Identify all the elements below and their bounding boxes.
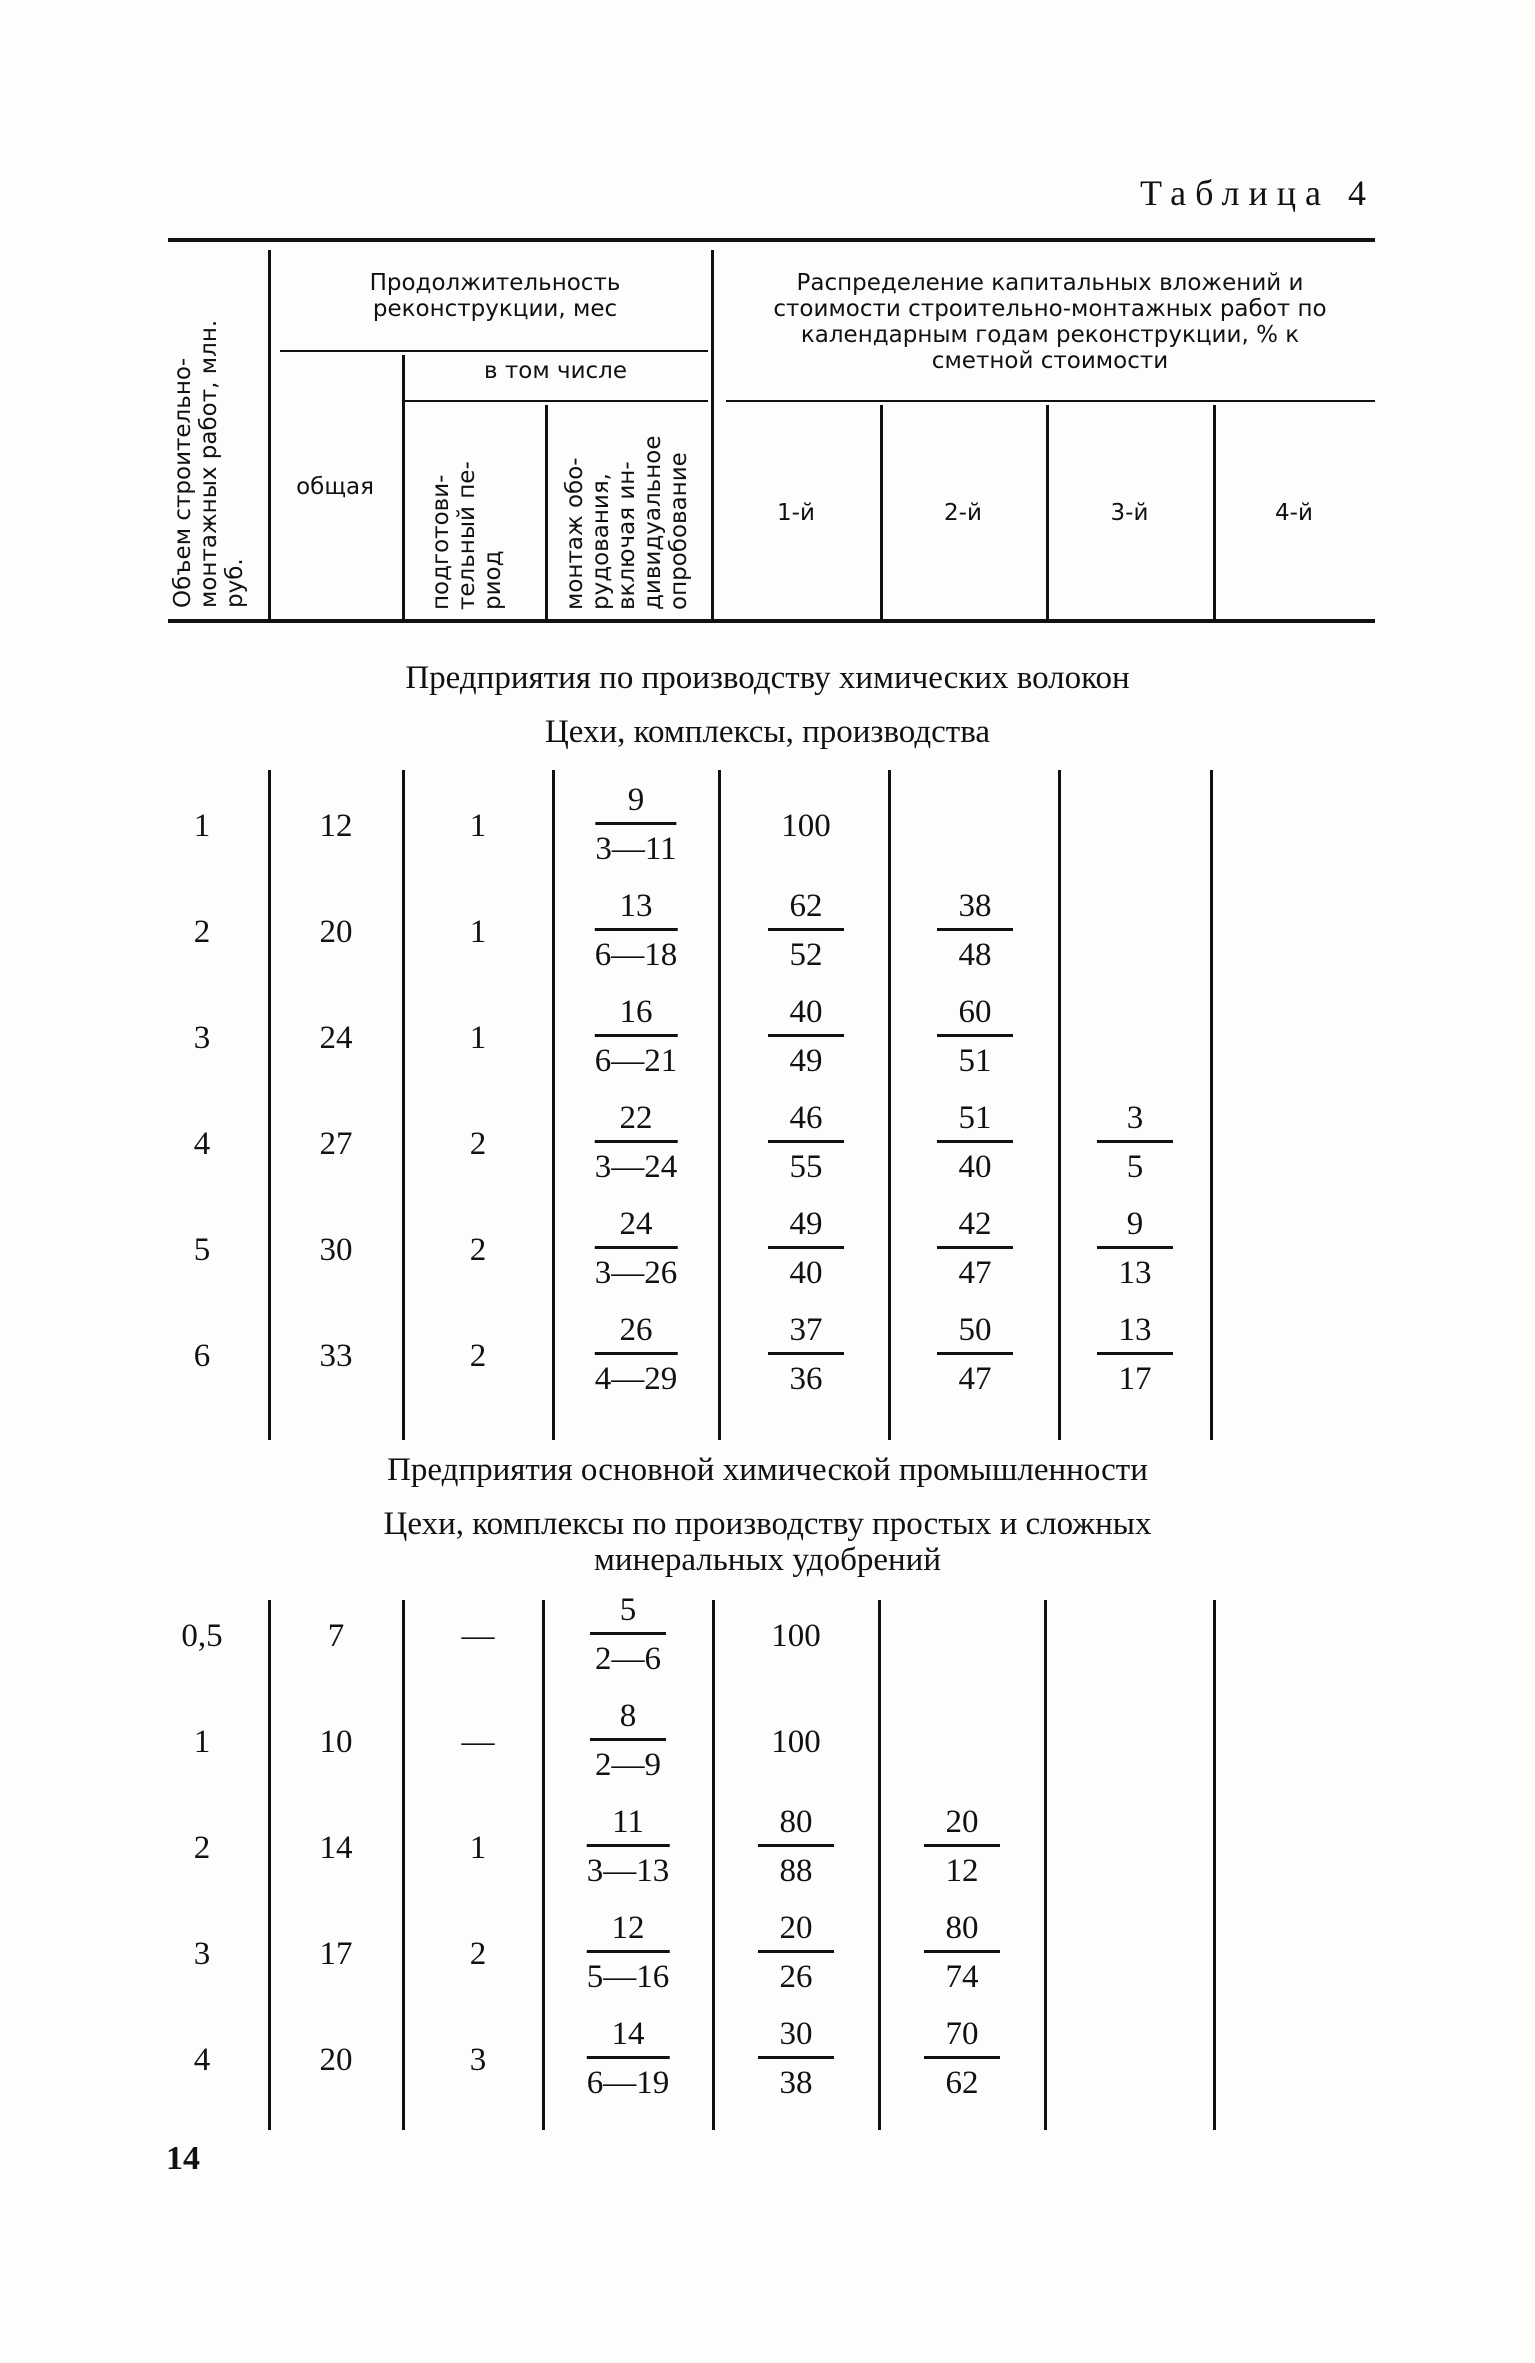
fraction-numerator: 42 — [937, 1206, 1013, 1249]
header-divider — [545, 405, 548, 619]
fraction-denominator: 12 — [945, 1853, 979, 1889]
fraction-numerator: 40 — [768, 994, 844, 1037]
section1-subtitle: Цехи, комплексы, производства — [544, 714, 991, 750]
including-subrule — [403, 400, 708, 402]
fraction-numerator: 13 — [595, 888, 678, 931]
fraction-denominator: 55 — [789, 1149, 823, 1185]
fraction-denominator: 40 — [789, 1255, 823, 1291]
header-volume: Объем строительно- монтажных работ, млн. руб. — [170, 319, 248, 608]
cell-install-fraction — [587, 1910, 670, 1995]
fraction-numerator: 20 — [758, 1910, 834, 1953]
fraction-numerator: 5 — [590, 1592, 666, 1635]
cell-prep: 2 — [469, 1936, 487, 1972]
fraction-numerator: 12 — [587, 1910, 670, 1953]
cell-y2-fraction — [937, 1100, 1013, 1185]
body-divider — [888, 770, 891, 1440]
fraction-denominator: 17 — [1118, 1361, 1152, 1397]
body-divider — [552, 770, 555, 1440]
body-divider — [718, 770, 721, 1440]
cell-general: 33 — [319, 1338, 353, 1374]
body-divider — [1213, 1600, 1216, 2130]
cell-general: 24 — [319, 1020, 353, 1056]
fraction-numerator: 24 — [595, 1206, 678, 1249]
fraction-denominator: 5—16 — [586, 1959, 670, 1995]
cell-prep: — — [461, 1724, 495, 1760]
fraction-denominator: 26 — [779, 1959, 813, 1995]
cell-volume: 2 — [193, 1830, 211, 1866]
header-top-rule — [168, 238, 1375, 242]
cell-y3-fraction — [1097, 1206, 1173, 1291]
header-bottom-rule — [168, 619, 1375, 623]
cell-y1-fraction — [768, 1206, 844, 1291]
fraction-numerator: 49 — [768, 1206, 844, 1249]
fraction-numerator: 8 — [590, 1698, 666, 1741]
cell-volume: 2 — [193, 914, 211, 950]
fraction-numerator: 46 — [768, 1100, 844, 1143]
fraction-denominator: 49 — [789, 1043, 823, 1079]
fraction-denominator: 38 — [779, 2065, 813, 2101]
fraction-denominator: 51 — [958, 1043, 992, 1079]
cell-volume: 1 — [193, 808, 211, 844]
cell-volume: 4 — [193, 2042, 211, 2078]
body-divider — [1058, 770, 1061, 1440]
cell-y3-fraction — [1097, 1312, 1173, 1397]
fraction-numerator: 37 — [768, 1312, 844, 1355]
header-divider — [711, 250, 714, 619]
fraction-numerator: 38 — [937, 888, 1013, 931]
cell-y1: 100 — [771, 1724, 821, 1760]
cell-y1-fraction — [768, 1100, 844, 1185]
cell-general: 17 — [319, 1936, 353, 1972]
cell-install-fraction — [590, 1592, 666, 1677]
cell-volume: 5 — [193, 1232, 211, 1268]
header-year1: 1-й — [777, 500, 815, 526]
cell-prep: 1 — [469, 914, 487, 950]
cell-y1-fraction — [758, 1910, 834, 1995]
fraction-numerator: 9 — [1097, 1206, 1173, 1249]
cell-prep: 1 — [469, 1830, 487, 1866]
cell-volume: 4 — [193, 1126, 211, 1162]
fraction-denominator: 40 — [958, 1149, 992, 1185]
table-title: Таблица 4 — [1140, 173, 1375, 213]
cell-install-fraction — [587, 2016, 670, 2101]
header-year2: 2-й — [944, 500, 982, 526]
fraction-numerator: 30 — [758, 2016, 834, 2059]
fraction-numerator: 3 — [1097, 1100, 1173, 1143]
fraction-numerator: 62 — [768, 888, 844, 931]
header-distribution-group: Распределение капитальных вложений и стоимости строительно-монтажных работ по календарным годам реконструкции, % к сметной стоимости — [773, 270, 1327, 374]
cell-y2-fraction — [937, 888, 1013, 973]
cell-y1: 100 — [781, 808, 831, 844]
cell-prep: 2 — [469, 1232, 487, 1268]
fraction-denominator: 6—18 — [594, 937, 678, 973]
header-year4: 4-й — [1275, 500, 1313, 526]
cell-volume: 3 — [193, 1936, 211, 1972]
fraction-numerator: 26 — [595, 1312, 678, 1355]
cell-install-fraction — [595, 1206, 678, 1291]
cell-general: 14 — [319, 1830, 353, 1866]
header-duration-group: Продолжительность реконструкции, мес — [369, 270, 621, 322]
cell-volume: 1 — [193, 1724, 211, 1760]
cell-general: 27 — [319, 1126, 353, 1162]
header-general: общая — [296, 474, 374, 500]
header-divider — [268, 250, 271, 619]
cell-volume: 3 — [193, 1020, 211, 1056]
body-divider — [712, 1600, 715, 2130]
body-divider — [878, 1600, 881, 2130]
header-installation: монтаж обо- рудования, включая ин- дивидуальное опробование — [562, 435, 692, 610]
fraction-numerator: 16 — [595, 994, 678, 1037]
body-divider — [268, 1600, 271, 2130]
cell-general: 12 — [319, 808, 353, 844]
header-year3: 3-й — [1110, 500, 1149, 526]
fraction-denominator: 48 — [958, 937, 992, 973]
fraction-denominator: 88 — [779, 1853, 813, 1889]
cell-y2-fraction — [924, 1804, 1000, 1889]
cell-general: 20 — [319, 914, 353, 950]
fraction-numerator: 80 — [924, 1910, 1000, 1953]
fraction-numerator: 14 — [587, 2016, 670, 2059]
cell-volume: 6 — [193, 1338, 211, 1374]
fraction-denominator: 2—6 — [595, 1641, 661, 1677]
cell-y2-fraction — [924, 2016, 1000, 2101]
cell-install-fraction — [595, 782, 676, 867]
cell-install-fraction — [595, 994, 678, 1079]
fraction-numerator: 20 — [924, 1804, 1000, 1847]
fraction-denominator: 3—26 — [594, 1255, 678, 1291]
fraction-numerator: 60 — [937, 994, 1013, 1037]
cell-y1-fraction — [768, 1312, 844, 1397]
fraction-denominator: 6—19 — [586, 2065, 670, 2101]
cell-y2-fraction — [924, 1910, 1000, 1995]
fraction-denominator: 74 — [945, 1959, 979, 1995]
fraction-denominator: 5 — [1126, 1149, 1144, 1185]
body-divider — [1044, 1600, 1047, 2130]
body-divider — [402, 770, 405, 1440]
fraction-numerator: 11 — [587, 1804, 670, 1847]
body-divider — [268, 770, 271, 1440]
cell-y1-fraction — [768, 888, 844, 973]
fraction-denominator: 4—29 — [594, 1361, 678, 1397]
cell-install-fraction — [590, 1698, 666, 1783]
fraction-denominator: 2—9 — [595, 1747, 661, 1783]
page-number: 14 — [166, 2140, 200, 2177]
fraction-denominator: 3—13 — [586, 1853, 670, 1889]
fraction-denominator: 6—21 — [594, 1043, 678, 1079]
fraction-denominator: 13 — [1118, 1255, 1152, 1291]
header-prep-period: подготови- тельный пе- риод — [428, 461, 506, 610]
fraction-numerator: 80 — [758, 1804, 834, 1847]
fraction-numerator: 50 — [937, 1312, 1013, 1355]
cell-y3-fraction — [1097, 1100, 1173, 1185]
fraction-denominator: 62 — [945, 2065, 979, 2101]
body-divider — [542, 1600, 545, 2130]
body-divider — [1210, 770, 1213, 1440]
cell-prep: 1 — [469, 1020, 487, 1056]
cell-install-fraction — [595, 1312, 678, 1397]
cell-y2-fraction — [937, 994, 1013, 1079]
duration-subrule — [280, 350, 708, 352]
section2-subtitle-line2: минеральных удобрений — [593, 1542, 941, 1578]
section2-title: Предприятия основной химической промышленности — [387, 1452, 1148, 1488]
cell-y2-fraction — [937, 1312, 1013, 1397]
fraction-denominator: 36 — [789, 1361, 823, 1397]
cell-y1-fraction — [768, 994, 844, 1079]
cell-general: 20 — [319, 2042, 353, 2078]
cell-volume: 0,5 — [181, 1618, 223, 1654]
header-including: в том числе — [483, 358, 628, 384]
distribution-subrule — [726, 400, 1375, 402]
fraction-numerator: 70 — [924, 2016, 1000, 2059]
header-divider — [402, 355, 405, 619]
fraction-numerator: 51 — [937, 1100, 1013, 1143]
fraction-denominator: 52 — [789, 937, 823, 973]
fraction-numerator: 22 — [595, 1100, 678, 1143]
cell-prep: 2 — [469, 1338, 487, 1374]
cell-y1: 100 — [771, 1618, 821, 1654]
fraction-numerator: 13 — [1097, 1312, 1173, 1355]
cell-general: 7 — [327, 1618, 345, 1654]
cell-prep: — — [461, 1618, 495, 1654]
cell-y1-fraction — [758, 2016, 834, 2101]
cell-prep: 3 — [469, 2042, 487, 2078]
fraction-denominator: 47 — [958, 1361, 992, 1397]
cell-general: 30 — [319, 1232, 353, 1268]
cell-install-fraction — [595, 1100, 678, 1185]
fraction-numerator: 9 — [595, 782, 676, 825]
cell-y2-fraction — [937, 1206, 1013, 1291]
fraction-denominator: 3—24 — [594, 1149, 678, 1185]
body-divider — [402, 1600, 405, 2130]
section1-title: Предприятия по производству химических волокон — [405, 660, 1130, 696]
fraction-denominator: 3—11 — [595, 831, 677, 867]
cell-install-fraction — [595, 888, 678, 973]
section2-subtitle-line1: Цехи, комплексы по производству простых и сложных — [383, 1506, 1152, 1542]
cell-prep: 1 — [469, 808, 487, 844]
cell-general: 10 — [319, 1724, 353, 1760]
fraction-denominator: 47 — [958, 1255, 992, 1291]
cell-install-fraction — [587, 1804, 670, 1889]
cell-y1-fraction — [758, 1804, 834, 1889]
cell-prep: 2 — [469, 1126, 487, 1162]
